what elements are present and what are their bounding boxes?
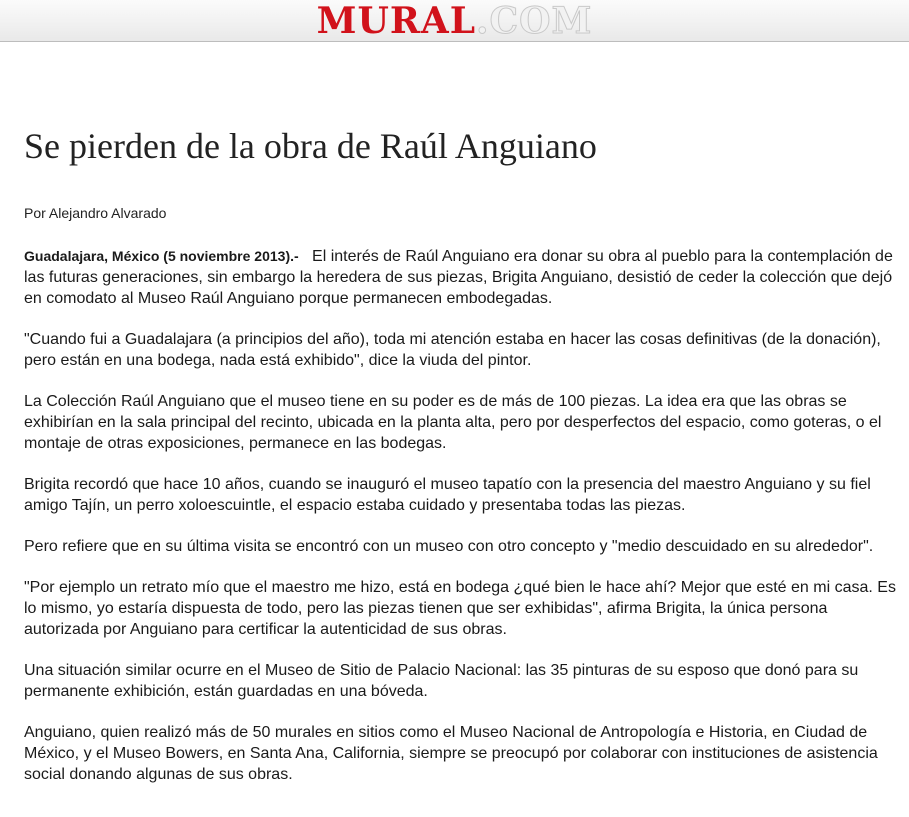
logo-com-text: .COM — [476, 0, 593, 42]
article-lead-text: El interés de Raúl Anguiano era donar su obra al pueblo para la contemplación de las futuras generaciones, sin embargo la heredera de sus piezas, Brigita Anguiano, desistió de ceder la colección que dejó en comodato al Museo Raúl Anguiano porque permanecen embodegadas. — [24, 248, 893, 307]
article-paragraph: "Por ejemplo un retrato mío que el maestro me hizo, está en bodega ¿qué bien le hace ahí? Mejor que esté en mi casa. Es lo mismo, yo estaría dispuesta de todo, pero las piezas tienen que ser exhibidas", afirma Brigita, la única persona autorizada por Anguiano para certificar la autenticidad de sus obras. — [24, 579, 896, 638]
masthead-bar — [0, 0, 909, 42]
article-paragraph: Anguiano, quien realizó más de 50 murales en sitios como el Museo Nacional de Antropología e Historia, en Ciudad de México, y el Museo Bowers, en Santa Ana, California, siempre se preocupó por colaborar con instituciones de asistencia social donando algunas de sus obras. — [24, 724, 878, 783]
article-dateline: Guadalajara, México (5 noviembre 2013).- — [24, 248, 299, 264]
article-paragraph: Una situación similar ocurre en el Museo de Sitio de Palacio Nacional: las 35 pinturas de su esposo que donó para su permanente exhibición, están guardadas en una bóveda. — [24, 662, 859, 700]
article-paragraph: Brigita recordó que hace 10 años, cuando se inauguró el museo tapatío con la presencia del maestro Anguiano y su fiel amigo Tajín, un perro xoloescuintle, el espacio estaba cuidado y presentaba todas las piezas. — [24, 476, 871, 514]
article-paragraph: "Cuando fui a Guadalajara (a principios del año), toda mi atención estaba en hacer las cosas definitivas (de la donación), pero están en una bodega, nada está exhibido", dice la viuda del pintor. — [24, 331, 881, 369]
article-paragraph: La Colección Raúl Anguiano que el museo tiene en su poder es de más de 100 piezas. La idea era que las obras se exhibirían en la sala principal del recinto, ubicada en la planta alta, pero por desperfectos del espacio, como goteras, o el montaje de otras exposiciones, permanece en las bodegas. — [24, 393, 882, 452]
article-byline: Por Alejandro Alvarado — [24, 205, 167, 221]
logo-mural-text: MURAL — [316, 0, 476, 42]
site-logo-link[interactable] — [0, 1, 909, 41]
article-body — [24, 246, 896, 805]
article-paragraph-lead — [24, 246, 896, 309]
article-paragraph: Pero refiere que en su última visita se encontró con un museo con otro concepto y "medio descuidado en su alrededor". — [24, 538, 874, 555]
article-headline: Se pierden de la obra de Raúl Anguiano — [24, 126, 597, 166]
